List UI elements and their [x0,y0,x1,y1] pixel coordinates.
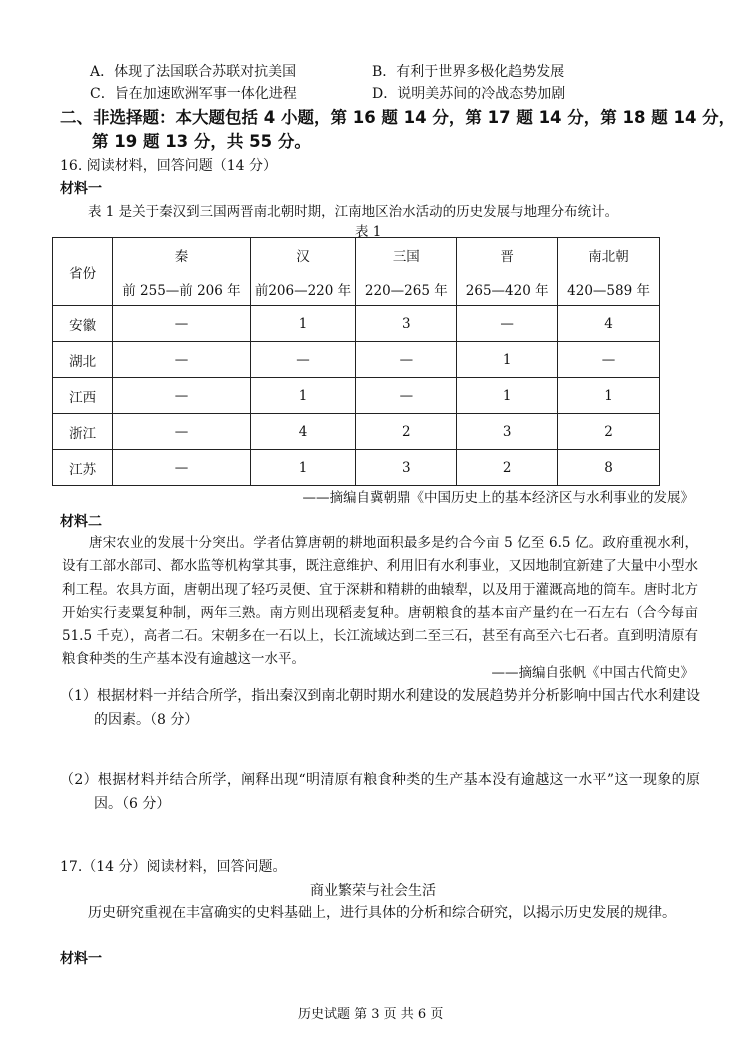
table-row [53,342,660,378]
option-b: B．有利于世界多极化趋势发展 [372,64,565,80]
period-name: 南北朝 [588,248,629,265]
sub-question-1: （1）根据材料一并结合所学，指出秦汉到南北朝时期水利建设的发展趋势并分析影响中国古代水利建设的因素。（8 分） [60,688,700,728]
period-years: 420—589 年 [567,282,650,299]
value-cell: — [113,378,250,414]
value-cell: — [356,342,457,378]
table-caption: 表 1 [355,224,382,240]
question-17-intro: 历史研究重视在丰富确实的史料基础上，进行具体的分析和综合研究，以揭示历史发展的规律。 [88,905,676,921]
value-cell: 4 [250,414,356,450]
period-name: 三国 [392,248,420,265]
table-row [53,450,660,486]
table-header-row [53,238,660,306]
value-cell: 4 [558,306,660,342]
question-17-material-1-label: 材料一 [60,951,102,967]
value-cell: 2 [558,414,660,450]
value-cell: — [113,450,250,486]
value-cell: 1 [457,378,558,414]
value-cell: — [113,342,250,378]
page-footer: 历史试题 第 3 页 共 6 页 [298,1007,444,1022]
value-cell: 1 [558,378,660,414]
province-cell: 湖北 [53,342,113,378]
value-cell: 2 [457,450,558,486]
value-cell: — [457,306,558,342]
table-row [53,378,660,414]
value-cell: 1 [250,450,356,486]
period-years: 前206—220 年 [254,282,352,299]
table-header-cell [457,238,558,306]
sub-question-2: （2）根据材料并结合所学，阐释出现“明清原有粮食种类的生产基本没有逾越这一水平”这一现象的原因。（6 分） [60,772,700,812]
table-header-cell [113,238,250,306]
value-cell: — [356,378,457,414]
value-cell: 1 [250,378,356,414]
option-a: A．体现了法国联合苏联对抗美国 [90,64,297,80]
question-17-subtitle: 商业繁荣与社会生活 [310,883,436,899]
question-16-heading: 16. 阅读材料，回答问题（14 分） [60,158,277,174]
value-cell: 1 [250,306,356,342]
province-cell: 江西 [53,378,113,414]
value-cell: 3 [457,414,558,450]
value-cell: — [558,342,660,378]
period-name: 秦 [174,248,189,265]
table-header-cell [250,238,356,306]
material-2-label: 材料二 [60,514,102,530]
value-cell: — [113,306,250,342]
section-heading-line2: 第 19 题 13 分，共 55 分。 [92,132,311,151]
value-cell: 8 [558,450,660,486]
period-years: 前 255—前 206 年 [122,282,241,299]
table-intro: 表 1 是关于秦汉到三国两晋南北朝时期，江南地区治水活动的历史发展与地理分布统计。 [88,204,619,220]
province-cell: 江苏 [53,450,113,486]
value-cell: 3 [356,306,457,342]
province-cell: 浙江 [53,414,113,450]
value-cell: 2 [356,414,457,450]
table-row [53,414,660,450]
table-header-cell [558,238,660,306]
table-row [53,306,660,342]
table-header-cell [356,238,457,306]
question-17-heading: 17.（14 分）阅读材料，回答问题。 [60,859,287,875]
source-citation-1: ——摘编自冀朝鼎《中国历史上的基本经济区与水利事业的发展》 [302,490,694,506]
option-c: C．旨在加速欧洲军事一体化进程 [90,86,297,102]
value-cell: 1 [457,342,558,378]
material-1-label: 材料一 [60,181,102,197]
table-corner: 省份 [53,238,113,306]
value-cell: — [113,414,250,450]
period-years: 220—265 年 [364,282,448,299]
value-cell: — [250,342,356,378]
period-name: 汉 [296,248,310,265]
option-d: D．说明美苏间的冷战态势加剧 [372,86,566,102]
period-years: 265—420 年 [465,282,549,299]
value-cell: 3 [356,450,457,486]
data-table [52,237,660,486]
province-cell: 安徽 [53,306,113,342]
section-heading-line1: 二、非选择题：本大题包括 4 小题，第 16 题 14 分，第 17 题 14 分，第 18 题 14 分， [60,108,736,127]
material-2-paragraph: 唐宋农业的发展十分突出。学者估算唐朝的耕地面积最多是约合今亩 5 亿至 6.5 亿。政府重视水利，设有工部水部司、都水监等机构掌其事，既注意维护、利用旧有水利事业，又因地制宜新建了大量中小型水利工程。农具方面，唐朝出现了轻巧灵便、宜于深耕和精耕的曲辕犁，以及用于灌溉高地的筒车。唐时北方开始实行麦粟复种制，两年三熟。南方则出现稻麦复种。唐朝粮食的基本亩产量约在一石左右（合今每亩 51.5 千克），高者二石。宋朝多在一石以上，长江流域达到二至三石，甚至有高至六七石者。直到明清原有粮食种类的生产基本没有逾越这一水平。 [62,535,698,668]
source-citation-2: ——摘编自张帆《中国古代简史》 [491,665,694,681]
period-name: 晋 [500,248,514,265]
